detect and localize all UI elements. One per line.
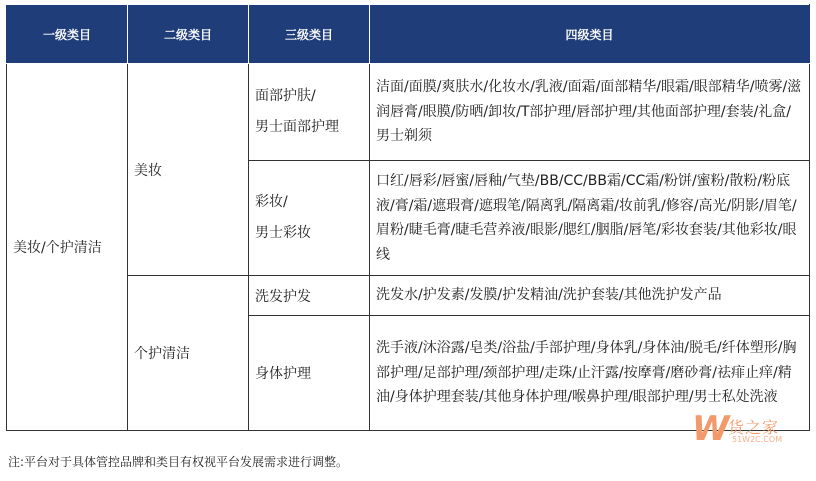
header-row (7, 5, 810, 64)
header-level4: 四级类目 (370, 5, 810, 64)
header-level2: 二级类目 (128, 5, 249, 64)
level2-cell-personal-care: 个护清洁 (128, 276, 249, 431)
header-level1: 一级类目 (7, 5, 128, 64)
level3-cell-skincare (249, 64, 370, 161)
level3-cell-cosmetics (249, 161, 370, 276)
footnote: 注:平台对于具体管控品牌和类目有权视平台发展需求进行调整。 (8, 455, 349, 469)
level3-line: 男士彩妆 (255, 225, 311, 241)
level3-cell-bodycare: 身体护理 (249, 316, 370, 431)
level4-cell-cosmetics: 口红/唇彩/唇蜜/唇釉/气垫/BB/CC/BB霜/CC霜/粉饼/蜜粉/散粉/粉底液/膏/霜/遮瑕膏/遮瑕笔/隔离乳/隔离霜/妆前乳/修容/高光/阴影/眉笔/眉粉/睫毛膏/睫毛营养液/眼影/腮红/胭脂/唇笔/彩妆套装/其他彩妆/眼线 (370, 161, 810, 276)
level1-cell: 美妆/个护清洁 (7, 64, 128, 431)
level3-line: 彩妆/ (255, 194, 288, 210)
level3-line: 男士面部护理 (255, 119, 339, 135)
level2-cell-makeup: 美妆 (128, 64, 249, 276)
watermark-logo (684, 405, 804, 453)
level4-cell-skincare: 洁面/面膜/爽肤水/化妆水/乳液/面霜/面部精华/眼霜/眼部精华/喷雾/滋润唇膏/眼膜/防晒/卸妆/T部护理/唇部护理/其他面部护理/套装/礼盒/男士剃须 (370, 64, 810, 161)
header-level3: 三级类目 (249, 5, 370, 64)
w-logo-icon: W (692, 409, 730, 449)
table-row (7, 64, 810, 161)
watermark-site: 51W2C.COM (732, 435, 783, 444)
watermark-brand: 货之家 (728, 418, 780, 437)
table-row (7, 276, 810, 316)
level4-cell-bodycare: 洗手液/沐浴露/皂类/浴盐/手部护理/身体乳/身体油/脱毛/纤体塑形/胸部护理/足部护理/颈部护理/走珠/止汗露/按摩膏/磨砂膏/祛痱止痒/精油/身体护理套装/其他身体护理/喉鼻护理/眼部护理/男士私处洗液 (370, 316, 810, 431)
level3-line: 面部护肤/ (255, 88, 316, 104)
category-table (6, 4, 810, 431)
level3-cell-haircare: 洗发护发 (249, 276, 370, 316)
level4-cell-haircare: 洗发水/护发素/发膜/护发精油/洗护套装/其他洗护发产品 (370, 276, 810, 316)
